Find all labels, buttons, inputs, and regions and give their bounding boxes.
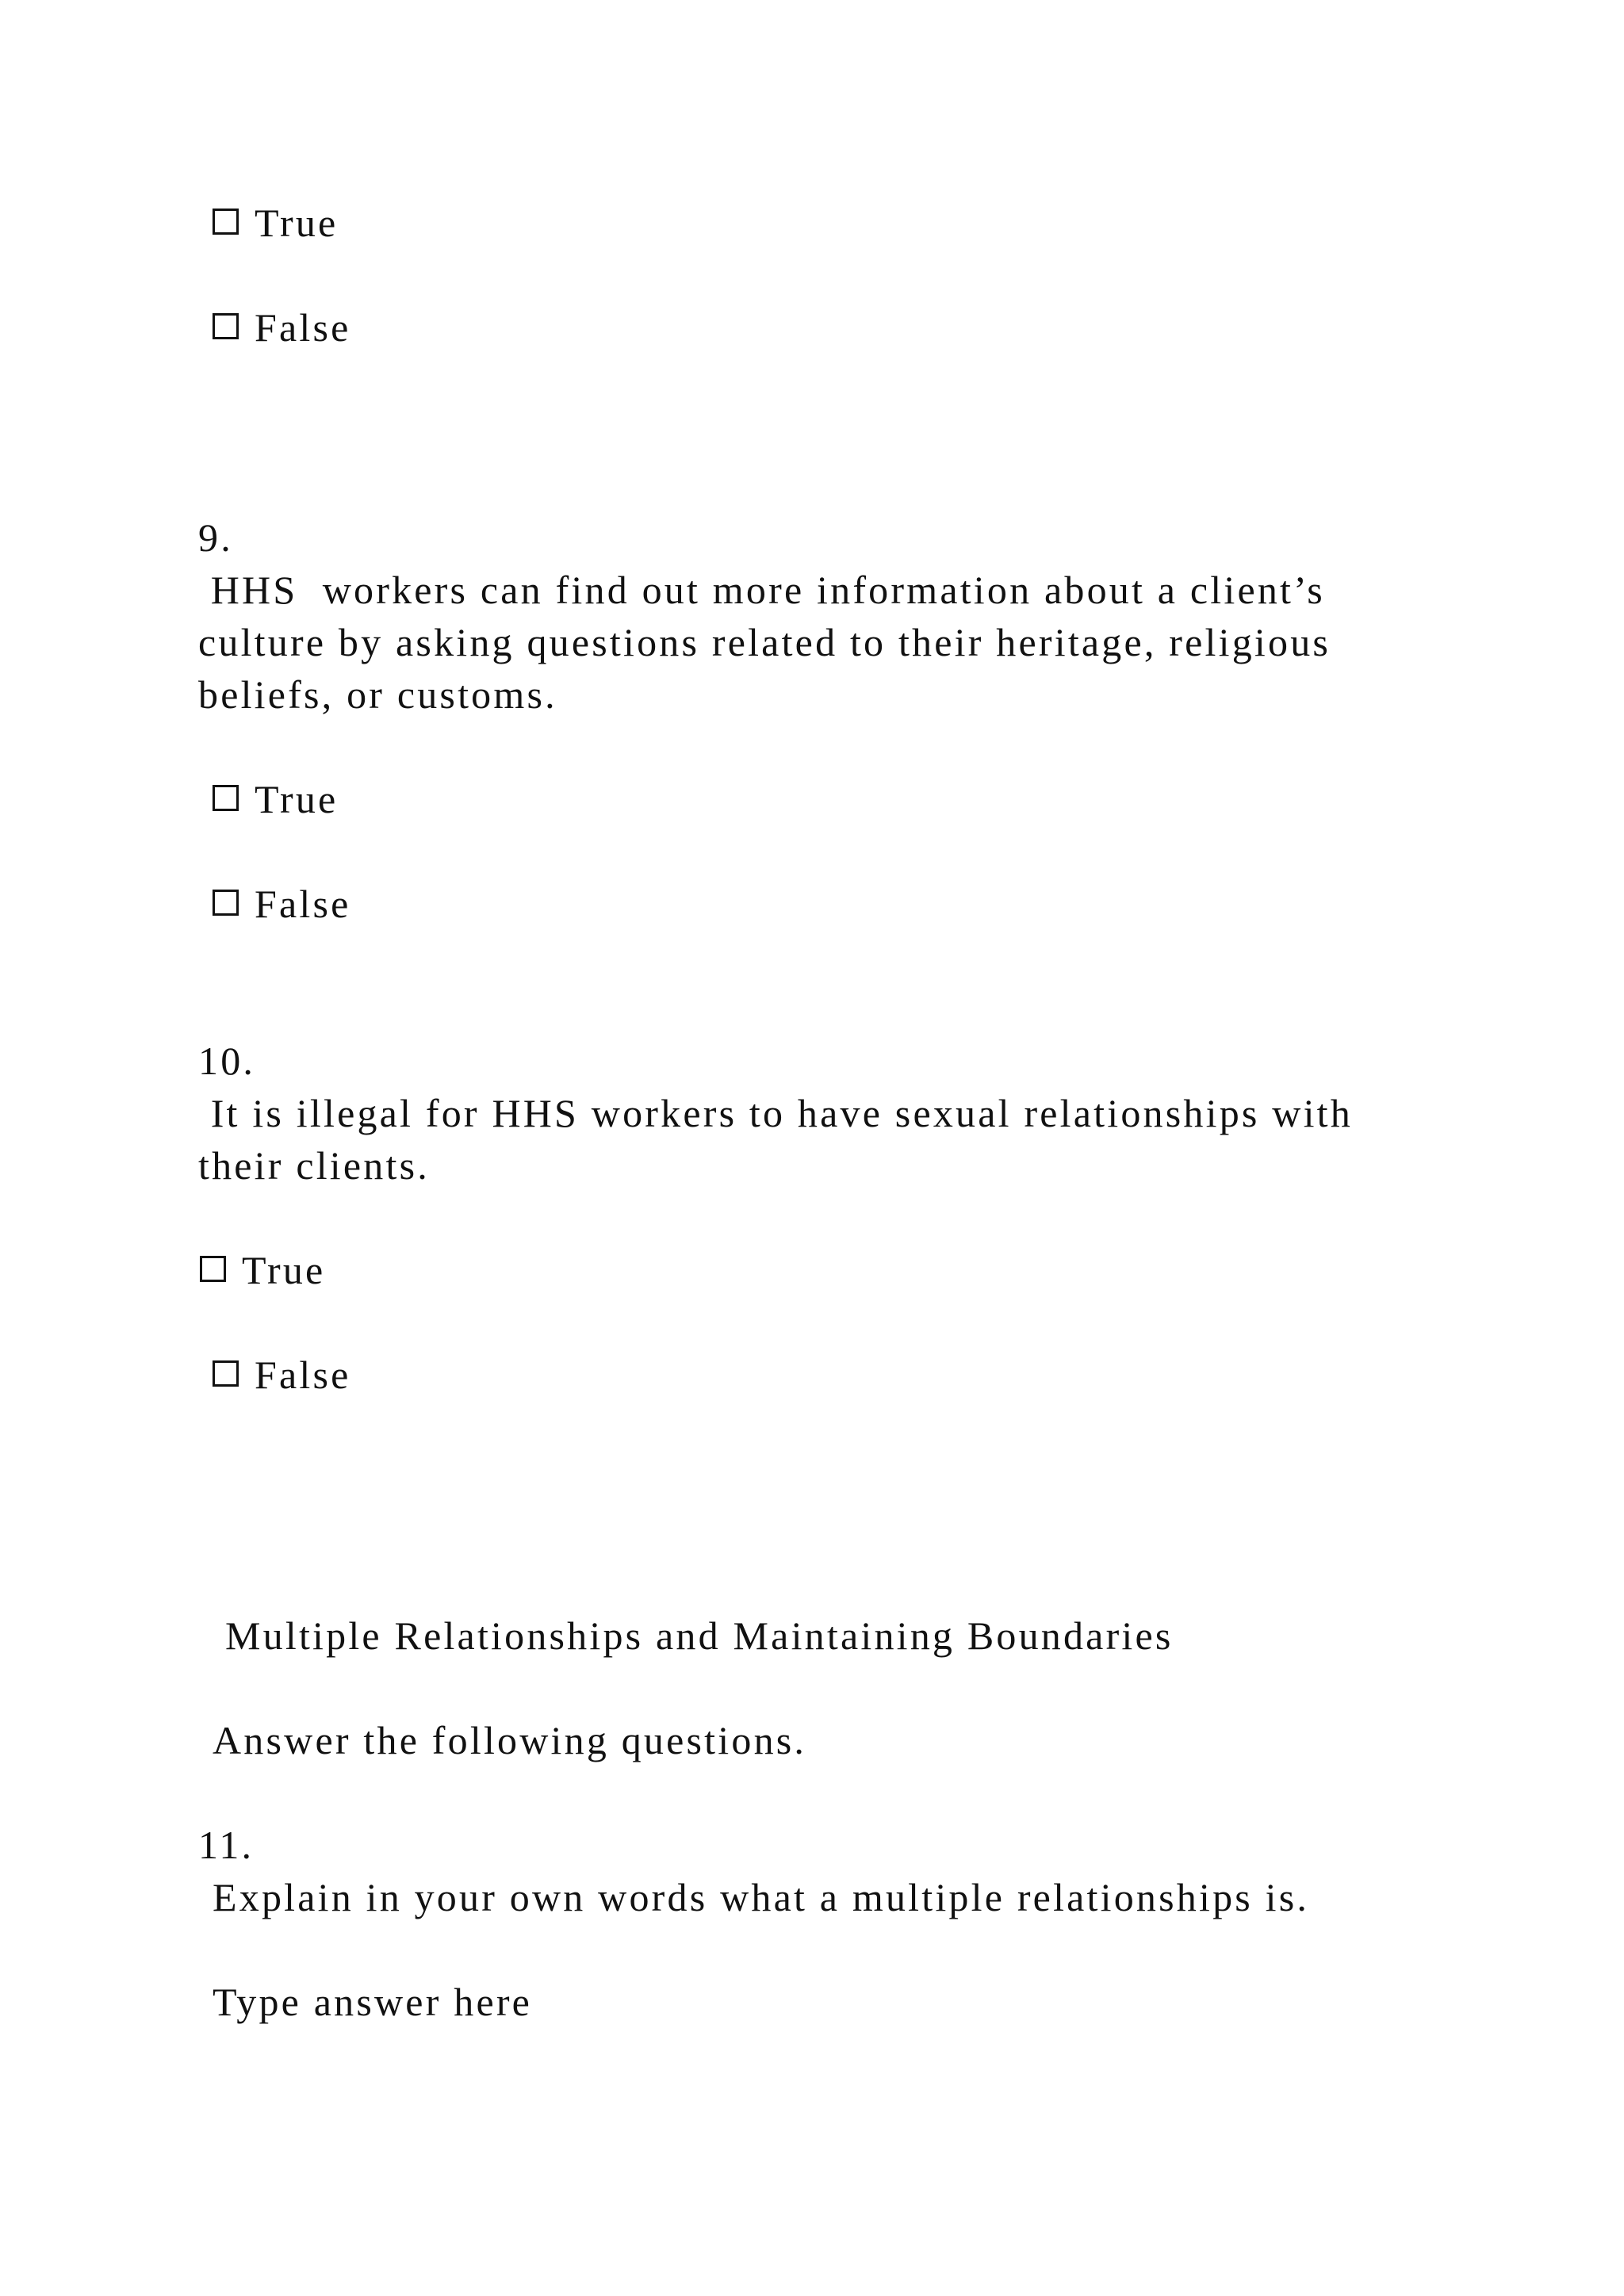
q9-text-line-1: HHS workers can find out more information about a client’s	[198, 568, 1325, 612]
q10-text-line-2: their clients.	[198, 1143, 430, 1188]
q11-number: 11.	[198, 1823, 255, 1867]
q8-option-true[interactable]	[213, 197, 338, 249]
q8-option-false[interactable]	[213, 301, 351, 354]
q10-option-true[interactable]	[200, 1244, 325, 1296]
q10-true-checkbox[interactable]	[200, 1256, 226, 1282]
q11-answer-field[interactable]: Type answer here	[213, 1980, 533, 2024]
q10-false-checkbox[interactable]	[213, 1360, 239, 1387]
section-title: Multiple Relationships and Maintaining Boundaries	[225, 1613, 1174, 1658]
q8-false-checkbox[interactable]	[213, 313, 239, 339]
section-instruction: Answer the following questions.	[213, 1718, 807, 1762]
q11-text: Explain in your own words what a multiple relationships is.	[213, 1875, 1310, 1919]
q9-text-line-2: culture by asking questions related to their heritage, religious	[198, 620, 1331, 664]
q10-option-false[interactable]	[213, 1349, 351, 1401]
q9-false-checkbox[interactable]	[213, 890, 239, 916]
q10-number: 10.	[198, 1039, 256, 1083]
q10-text-line-1: It is illegal for HHS workers to have sexual relationships with	[198, 1091, 1353, 1135]
q8-false-label: False	[255, 305, 351, 350]
q9-number: 9.	[198, 515, 233, 560]
q9-text-line-3: beliefs, or customs.	[198, 672, 557, 717]
q10-true-label: True	[242, 1248, 326, 1292]
q9-option-true[interactable]	[213, 773, 338, 825]
q9-false-label: False	[255, 882, 351, 926]
q9-option-false[interactable]	[213, 878, 351, 930]
q10-false-label: False	[255, 1353, 351, 1397]
q9-true-label: True	[255, 777, 339, 821]
q9-true-checkbox[interactable]	[213, 785, 239, 811]
q8-true-checkbox[interactable]	[213, 209, 239, 235]
q8-true-label: True	[255, 201, 339, 245]
